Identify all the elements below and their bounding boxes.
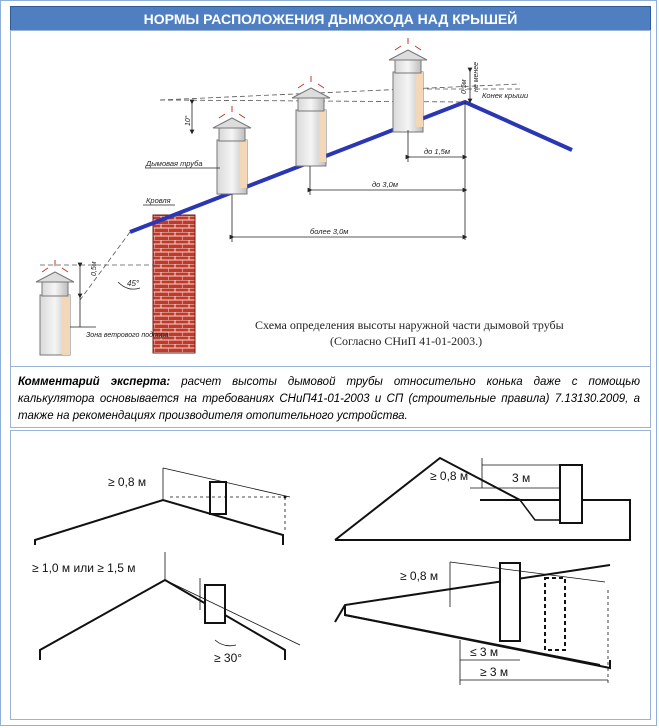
- d1-height-label: ≥ 0,8 м: [108, 475, 147, 489]
- label-roof: Кровля: [146, 196, 171, 205]
- caption-line-1: Схема определения высоты наружной части дымовой трубы: [255, 318, 564, 332]
- d2-height-label: ≥ 0,8 м: [430, 469, 469, 483]
- pipe-wind-zone: [36, 272, 74, 355]
- label-wind-zone: Зона ветрового подпора: [86, 332, 169, 339]
- caption-line-2: (Согласно СНиП 41-01-2003.): [330, 334, 483, 348]
- label-ridge: Конек крыши: [482, 91, 529, 100]
- label-to-3m: до 3,0м: [372, 180, 398, 189]
- pipe-three: [389, 50, 427, 132]
- label-half-meter-right: 0,5м: [461, 79, 468, 94]
- label-ten-degree: 10°: [185, 115, 192, 126]
- page-title: НОРМЫ РАСПОЛОЖЕНИЯ ДЫМОХОДА НАД КРЫШЕЙ: [10, 6, 651, 32]
- d3-angle-label: ≥ 30°: [214, 651, 243, 665]
- comment-lead: Комментарий эксперта:: [18, 376, 171, 388]
- d4-near-label: ≤ 3 м: [470, 645, 499, 659]
- d2-distance-label: 3 м: [512, 471, 531, 485]
- label-to-1-5m: до 1,5м: [424, 147, 450, 156]
- label-over-3m: более 3,0м: [310, 227, 349, 236]
- label-45-degree: 45°: [127, 279, 140, 288]
- label-smoke-pipe: Дымовая труба: [146, 159, 203, 168]
- pipe-one: [213, 118, 251, 194]
- pipe-two: [292, 88, 330, 166]
- d4-far-label: ≥ 3 м: [480, 665, 509, 679]
- d4-height-label: ≥ 0,8 м: [400, 569, 439, 583]
- expert-comment: [18, 374, 640, 425]
- d3-height-label: ≥ 1,0 м или ≥ 1,5 м: [32, 561, 136, 575]
- label-half-meter-left: 0,5м: [91, 261, 98, 276]
- comment-text: расчет высоты дымовой трубы относительно конька даже с помощью калькулятора основывается на требованиях СНиП41-01-2003 и СП (строительные правила) 7.13130.2009, а также на рекомендациях производителя отопительного устройства.: [18, 376, 640, 422]
- label-not-less: не менее: [473, 61, 480, 92]
- wind-zone-line: [80, 232, 130, 300]
